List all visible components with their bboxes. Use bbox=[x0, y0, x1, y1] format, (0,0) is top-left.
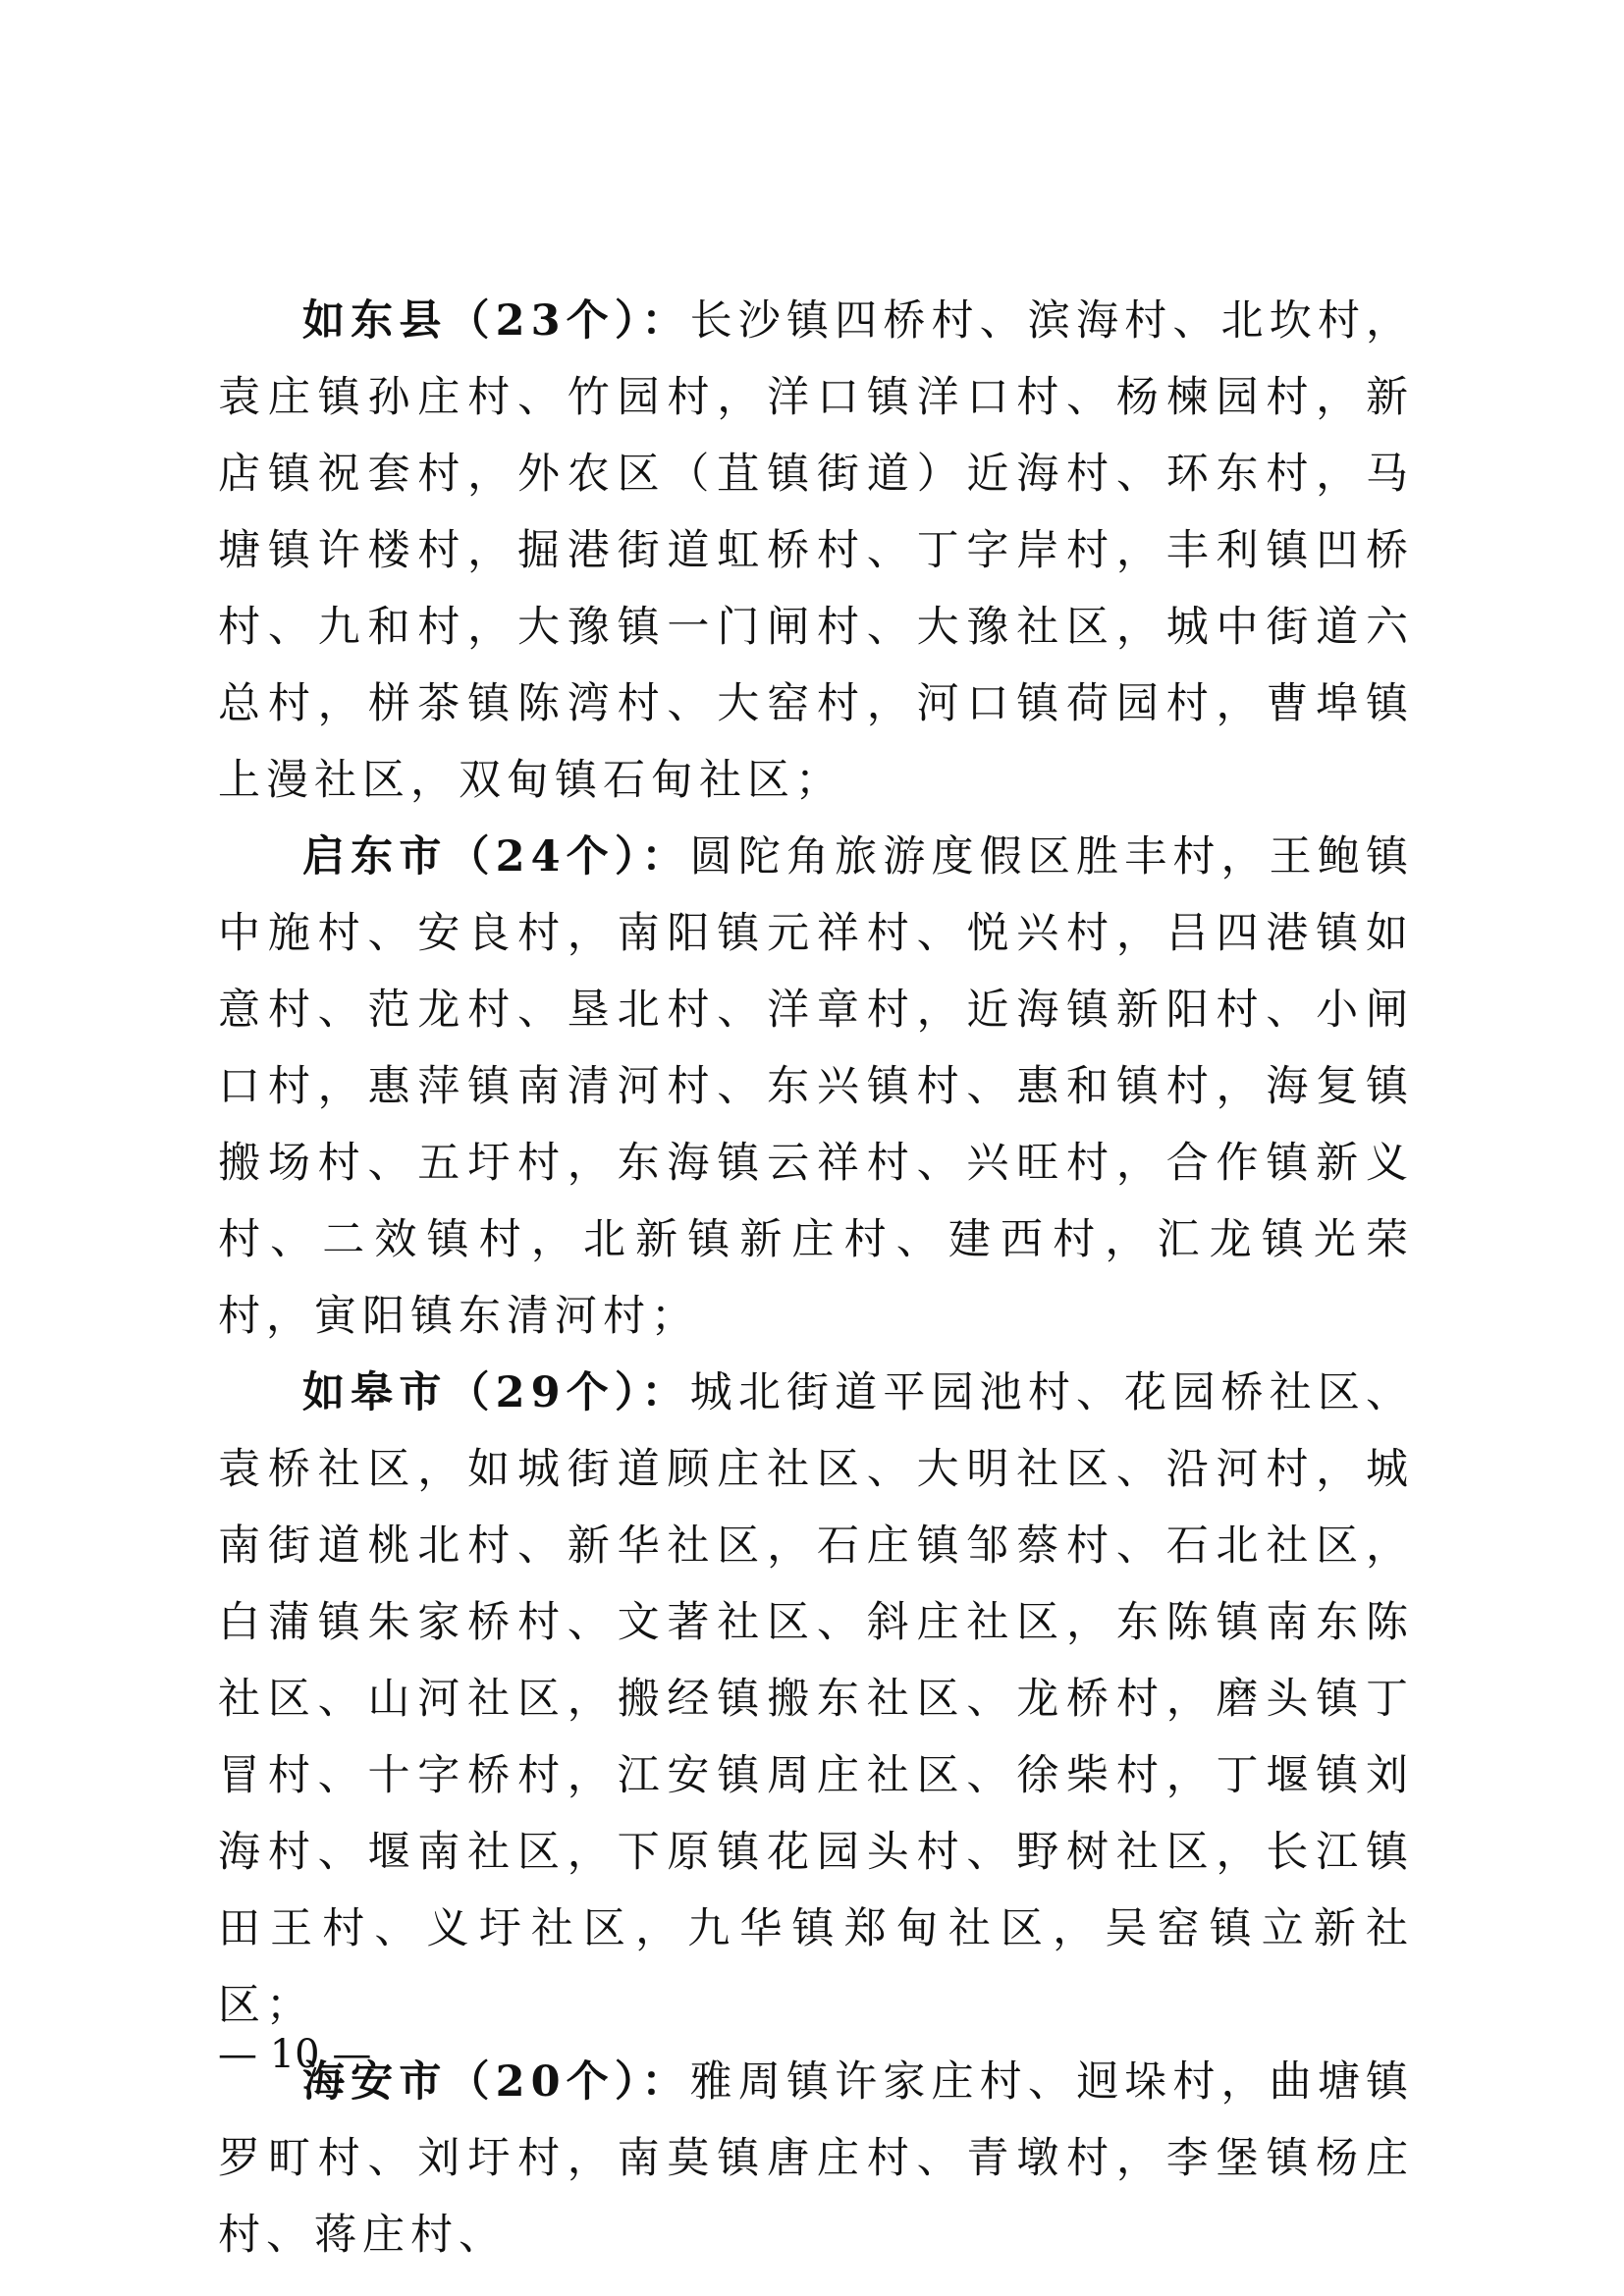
section-rugao bbox=[218, 1355, 1414, 2044]
region-content: 雅周镇许家庄村、迥垛村，曲塘镇罗町村、刘圩村，南莫镇唐庄村、青墩村，李堡镇杨庄村、蒋庄村、 bbox=[218, 2057, 1414, 2260]
region-count: （24个）： bbox=[447, 832, 690, 881]
page-number: — 10 — bbox=[218, 2032, 372, 2077]
region-count: （29个）： bbox=[447, 1368, 690, 1417]
section-rudong bbox=[218, 283, 1414, 819]
region-content: 长沙镇四桥村、滨海村、北坎村，袁庄镇孙庄村、竹园村，洋口镇洋口村、杨楝园村，新店镇祝套村，外农区（苴镇街道）近海村、环东村，马塘镇许楼村，掘港街道虹桥村、丁字岸村，丰利镇凹桥村、九和村，大豫镇一门闸村、大豫社区，城中街道六总村，栟茶镇陈湾村、大窑村，河口镇荷园村，曹埠镇上漫社区，双甸镇石甸社区； bbox=[218, 296, 1414, 805]
document-body bbox=[218, 283, 1414, 2273]
region-name: 海安市 bbox=[302, 2057, 448, 2107]
region-name: 如皋市 bbox=[302, 1368, 448, 1417]
region-count: （23个）： bbox=[447, 296, 690, 346]
region-content: 城北街道平园池村、花园桥社区、袁桥社区，如城街道顾庄社区、大明社区、沿河村，城南街道桃北村、新华社区，石庄镇邹蔡村、石北社区，白蒲镇朱家桥村、文著社区、斜庄社区，东陈镇南东陈社区、山河社区，搬经镇搬东社区、龙桥村，磨头镇丁冒村、十字桥村，江安镇周庄社区、徐柴村，丁堰镇刘海村、堰南社区，下原镇花园头村、野树社区，长江镇田王村、义圩社区，九华镇郑甸社区，吴窑镇立新社区； bbox=[218, 1368, 1414, 2030]
region-count: （20个）： bbox=[447, 2057, 690, 2107]
region-name: 启东市 bbox=[302, 832, 448, 881]
region-content: 圆陀角旅游度假区胜丰村，王鲍镇中施村、安良村，南阳镇元祥村、悦兴村，吕四港镇如意村、范龙村、垦北村、洋章村，近海镇新阳村、小闸口村，惠萍镇南清河村、东兴镇村、惠和镇村，海复镇搬场村、五圩村，东海镇云祥村、兴旺村，合作镇新义村、二效镇村，北新镇新庄村、建西村，汇龙镇光荣村，寅阳镇东清河村； bbox=[218, 832, 1414, 1341]
region-name: 如东县 bbox=[302, 296, 448, 346]
section-haian bbox=[218, 2044, 1414, 2273]
section-qidong bbox=[218, 819, 1414, 1355]
